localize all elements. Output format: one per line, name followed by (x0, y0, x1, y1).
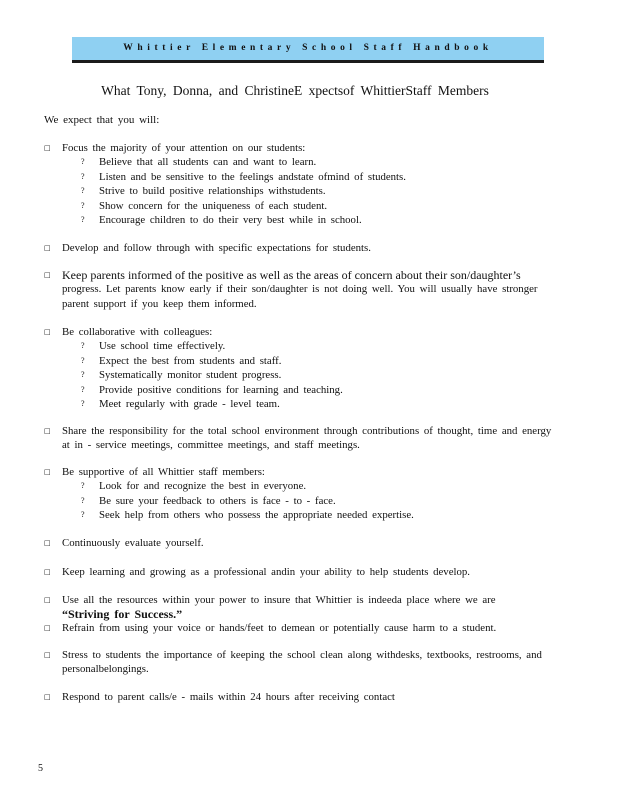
expectation-item-parents (44, 268, 556, 311)
expectation-text-emphasis: Keep parents informed of the positive as well as the areas of concern about their son/daughter’s (62, 268, 521, 282)
sub-list-item: ? Use school time effectively. (81, 340, 226, 353)
sub-bullet-icon: ? (81, 341, 85, 351)
sub-bullet-icon: ? (81, 186, 85, 196)
checkbox-bullet-icon: □ (44, 693, 51, 701)
expectation-text: Develop and follow through with specific expectations for students. (62, 242, 371, 254)
checkbox-bullet-icon: □ (44, 568, 51, 576)
sub-bullet-icon: ? (81, 200, 85, 210)
expectation-item-collaborative (44, 325, 556, 411)
sub-list-item: ? Meet regularly with grade - level team. (81, 398, 280, 411)
expectation-text: Refrain from using your voice or hands/feet to demean or potentially cause harm to a student. (62, 622, 497, 634)
expectation-item-learning (44, 565, 556, 579)
sub-bullet-icon: ? (81, 481, 85, 491)
expectation-text: progress. Let parents know early if their son/daughter is not doing well. You will usually have stronger parent support if you keep them informed. (62, 283, 538, 310)
sub-bullet-icon: ? (81, 495, 85, 505)
sub-list-item: ? Show concern for the uniqueness of each student. (81, 199, 328, 212)
sub-list-item: ? Systematically monitor student progress. (81, 369, 282, 382)
sub-bullet-icon: ? (81, 399, 85, 409)
sub-bullet-icon: ? (81, 215, 85, 225)
expectation-item-respond (44, 690, 556, 704)
sub-bullet-icon: ? (81, 355, 85, 365)
checkbox-bullet-icon: □ (44, 468, 51, 476)
expectation-text: Respond to parent calls/e - mails within 24 hours after receiving contact (62, 691, 395, 703)
sub-list-item: ? Seek help from others who possess the appropriate needed expertise. (81, 509, 414, 522)
expectation-text: Share the responsibility for the total school environment through contributions of thought, time and energy at in - service meetings, committee meetings, and staff meetings. (62, 425, 552, 452)
intro-text: We expect that you will: (44, 114, 160, 126)
sub-bullet-icon: ? (81, 157, 85, 167)
expectation-item-focus (44, 141, 556, 227)
sub-bullet-icon: ? (81, 510, 85, 520)
sub-list-item: ? Look for and recognize the best in everyone. (81, 480, 307, 493)
expectation-text: Be supportive of all Whittier staff members: (62, 466, 265, 478)
checkbox-bullet-icon: □ (44, 596, 51, 604)
sub-list (44, 155, 556, 227)
handbook-title: Whittier Elementary School Staff Handbook (123, 43, 493, 53)
expectation-text: Stress to students the importance of keeping the school clean along withdesks, textbooks, restrooms, and personalbelongings. (62, 649, 542, 676)
sub-list-item: ? Strive to build positive relationships withstudents. (81, 185, 326, 198)
expectation-text: Be collaborative with colleagues: (62, 326, 213, 338)
sub-bullet-icon: ? (81, 384, 85, 394)
checkbox-bullet-icon: □ (44, 144, 51, 152)
sub-bullet-icon: ? (81, 171, 85, 181)
expectation-text: Focus the majority of your attention on our students: (62, 142, 306, 154)
expectation-item-supportive (44, 465, 556, 523)
expectation-item-develop (44, 241, 556, 255)
expectation-item-refrain (44, 621, 556, 635)
checkbox-bullet-icon: □ (44, 427, 51, 435)
expectation-text: Use all the resources within your power to insure that Whittier is indeeda place where we are (62, 594, 496, 606)
sub-list-item: ? Believe that all students can and want to learn. (81, 156, 317, 169)
sub-list (44, 479, 556, 522)
sub-list-item: ? Be sure your feedback to others is face - to - face. (81, 494, 336, 507)
sub-list (44, 339, 556, 411)
expectation-text: Keep learning and growing as a professional andin your ability to help students develop. (62, 566, 470, 578)
checkbox-bullet-icon: □ (44, 539, 51, 547)
page-number: 5 (38, 763, 43, 774)
checkbox-bullet-icon: □ (44, 624, 51, 632)
expectation-item-evaluate (44, 536, 556, 550)
checkbox-bullet-icon: □ (44, 651, 51, 659)
header-band (72, 37, 544, 63)
expectation-text: Continuously evaluate yourself. (62, 537, 204, 549)
expectation-item-resources (44, 593, 556, 622)
checkbox-bullet-icon: □ (44, 271, 51, 279)
checkbox-bullet-icon: □ (44, 328, 51, 336)
expectation-item-stress (44, 648, 556, 677)
sub-list-item: ? Encourage children to do their very best while in school. (81, 214, 362, 227)
checkbox-bullet-icon: □ (44, 244, 51, 252)
striving-for-success-quote: “Striving for Success.” (62, 607, 183, 622)
sub-list-item: ? Provide positive conditions for learning and teaching. (81, 383, 343, 396)
sub-bullet-icon: ? (81, 370, 85, 380)
sub-list-item: ? Expect the best from students and staff. (81, 354, 282, 367)
document-title: What Tony, Donna, and ChristineE xpectsof WhittierStaff Members (101, 83, 489, 98)
expectation-item-share (44, 424, 556, 453)
sub-list-item: ? Listen and be sensitive to the feelings andstate ofmind of students. (81, 170, 406, 183)
